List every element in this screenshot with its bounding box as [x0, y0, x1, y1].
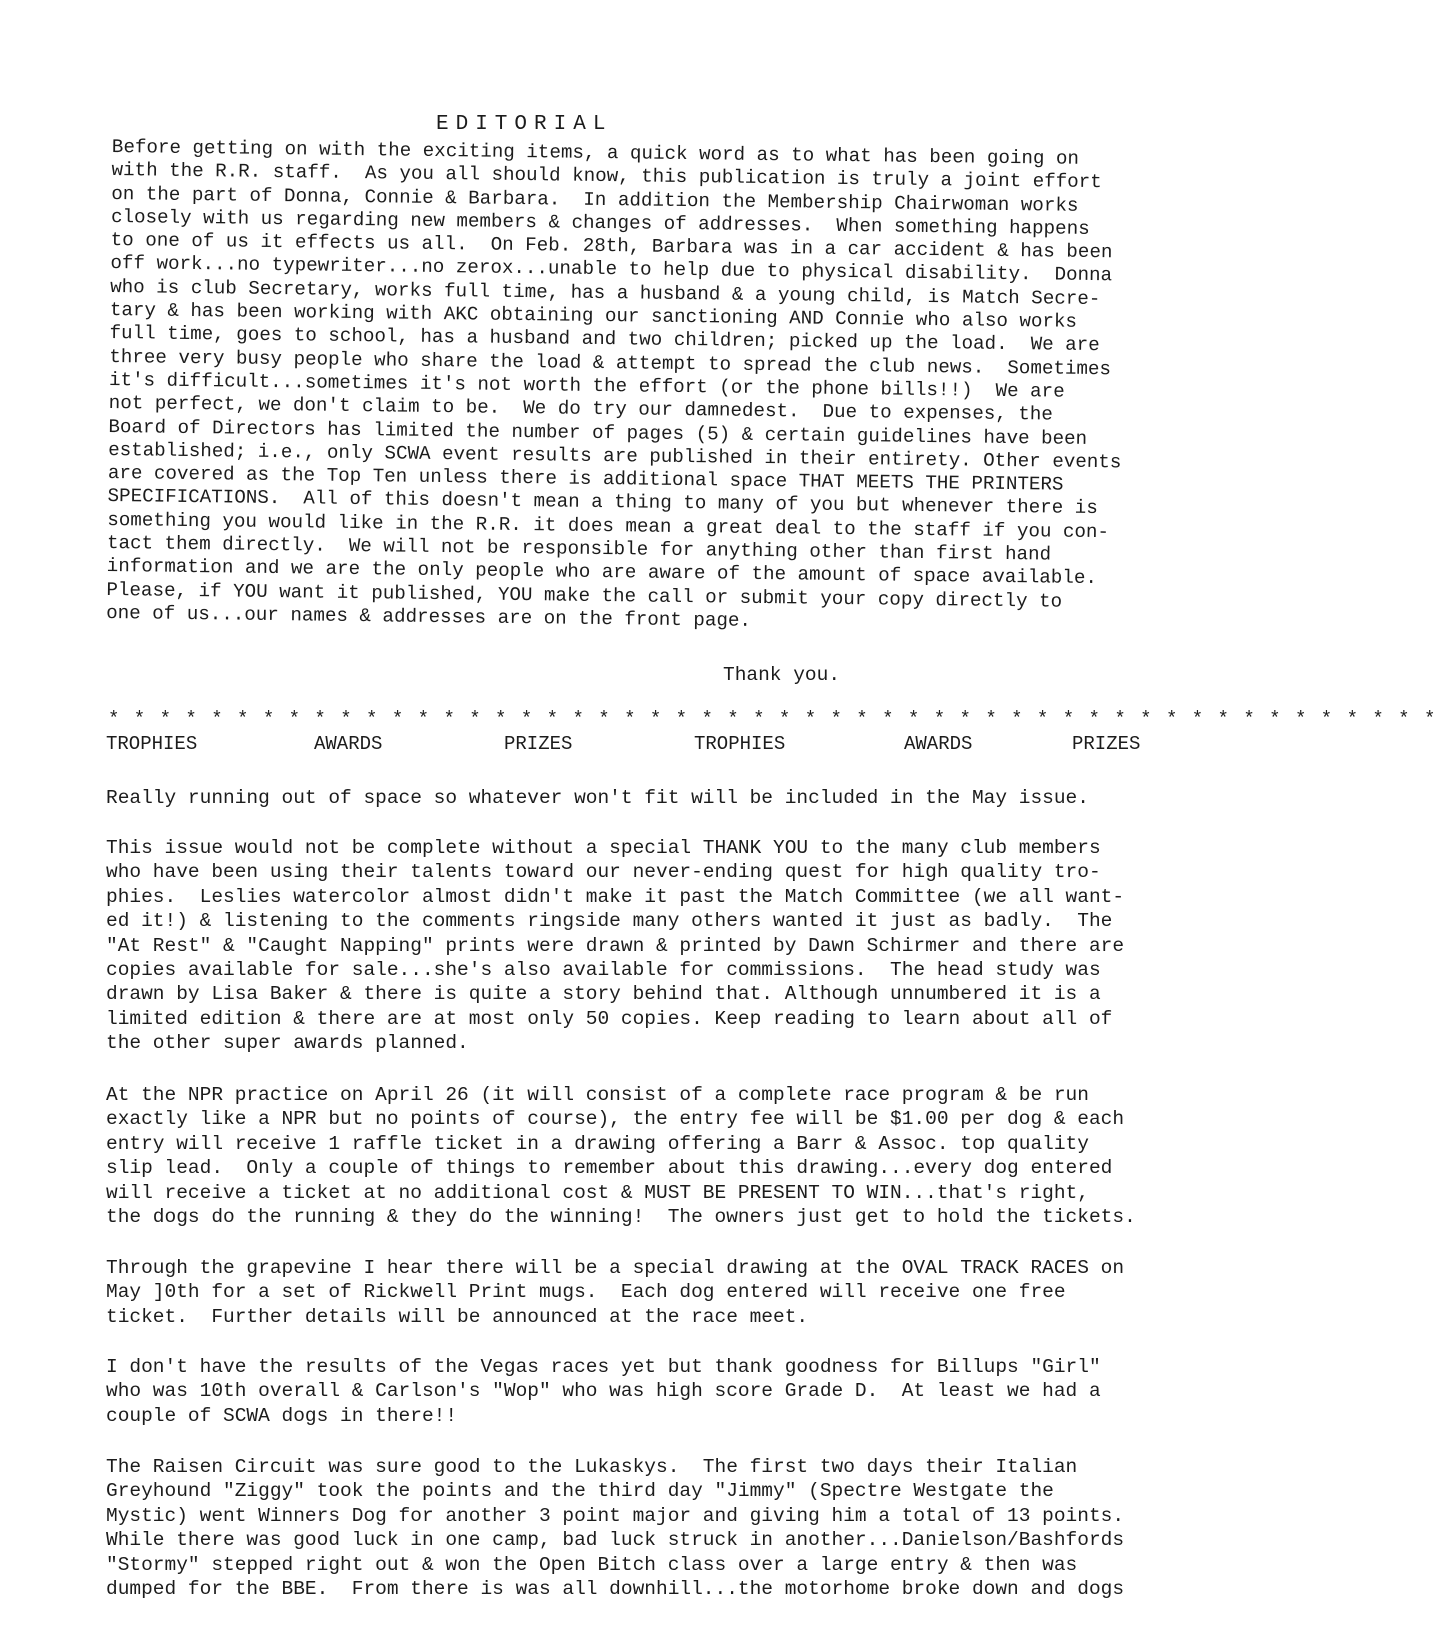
banner-word: AWARDS — [904, 733, 973, 755]
paragraph-raisen-circuit: The Raisen Circuit was sure good to the Lukaskys. The first two days their Italian Greyhound "Ziggy" took the points and the third day "Jimmy" (Spectre Westgate the Mystic) went Winners Dog for another 3 point major and giving him a total of 13 points. While there was good luck in one camp, bad luck struck in another...Danielson/Bashfords "Stormy" stepped right out & won the Open Bitch class over a large entry & then was dumped for the BBE. From there is was all downhill...the motorhome broke down and dogs — [106, 1456, 1125, 1601]
editorial-body: Before getting on with the exciting items, a quick word as to what has been going on with the R.R. staff. As you all should know, this publication is truly a joint effort on the part of Donna, Connie & Barbara. In addition the Membership Chairwoman works closely with us regarding new members & changes of addresses. When something happens to one of us it effects us all. On Feb. 28th, Barbara was in a car accident & has been off work...no typewriter...no zerox...unable to help due to physical disability. Donna who is club Secretary, works full time, has a husband & a young child, is Match Secre- tary & has been working with AKC obtaining our sanctioning AND Connie who also works full time, goes to school, has a husband and two children; picked up the load. We are three very busy people who share the load & attempt to spread the club news. Sometimes it's difficult...sometimes it's not worth the effort (or the phone bills!!) We are not perfect, we don't claim to be. We do try our damnedest. Due to expenses, the Board of Directors has limited the number of pages (5) & certain guidelines have been established; i.e., only SCWA event results are published in their entirety. Other events are covered as the Top Ten unless there is additional space THAT MEETS THE PRINTERS SPECIFICATIONS. All of this doesn't mean a thing to many of you but whenever there is something you would like in the R.R. it does mean a great deal to the staff if you con- tact them directly. We will not be responsible for anything other than first hand information and we are the only people who are aware of the amount of space available. Please, if YOU want it published, YOU make the call or submit your copy directly to one of us...our names & addresses are on the front page. — [106, 136, 1122, 632]
paragraph-space-note: Really running out of space so whatever won't fit will be included in the May issue. — [106, 787, 1089, 809]
editorial-signoff: Thank you. — [723, 664, 841, 686]
trophies-awards-prizes-banner — [106, 733, 1204, 759]
paragraph-thank-you: This issue would not be complete without a special THANK YOU to the many club members who have been using their talents toward our never-ending quest for high quality tro- phies. Leslies watercolor almost didn't make it past the Match Committee (we all want- ed it!) & listening to the comments ringside many others wanted it just as badly. The "At Rest" & "Caught Napping" prints were drawn & printed by Dawn Schirmer and there are copies available for sale...she's also available for commissions. The head study was drawn by Lisa Baker & there is quite a story behind that. Although unnumbered it is a limited edition & there are at most only 50 copies. Keep reading to learn about all of the other super awards planned. — [106, 837, 1125, 1055]
editorial-title: EDITORIAL — [436, 113, 613, 136]
banner-word: PRIZES — [504, 733, 573, 755]
banner-word: PRIZES — [1072, 733, 1141, 755]
paragraph-npr-practice: At the NPR practice on April 26 (it will consist of a complete race program & be run exactly like a NPR but no points of course), the entry fee will be $1.00 per dog & each entry will receive 1 raffle ticket in a drawing offering a Barr & Assoc. top quality slip lead. Only a couple of things to remember about this drawing...every dog entered will receive a ticket at no additional cost & MUST BE PRESENT TO WIN...that's right, the dogs do the running & they do the winning! The owners just get to hold the tickets. — [106, 1084, 1136, 1229]
banner-word: TROPHIES — [694, 733, 786, 755]
paragraph-vegas-races: I don't have the results of the Vegas races yet but thank goodness for Billups "Girl" who was 10th overall & Carlson's "Wop" who was high score Grade D. At least we had a couple of SCWA dogs in there!! — [106, 1356, 1101, 1427]
star-separator: * * * * * * * * * * * * * * * * * * * * * * * * * * * * * * * * * * * * * * * * * * * * * * * * * * * * — [108, 708, 1437, 730]
banner-word: AWARDS — [314, 733, 383, 755]
banner-word: TROPHIES — [106, 733, 198, 755]
paragraph-oval-track: Through the grapevine I hear there will be a special drawing at the OVAL TRACK RACES on May ]0th for a set of Rickwell Print mugs. Each dog entered will receive one free ticket. Further details will be announced at the race meet. — [106, 1257, 1125, 1328]
